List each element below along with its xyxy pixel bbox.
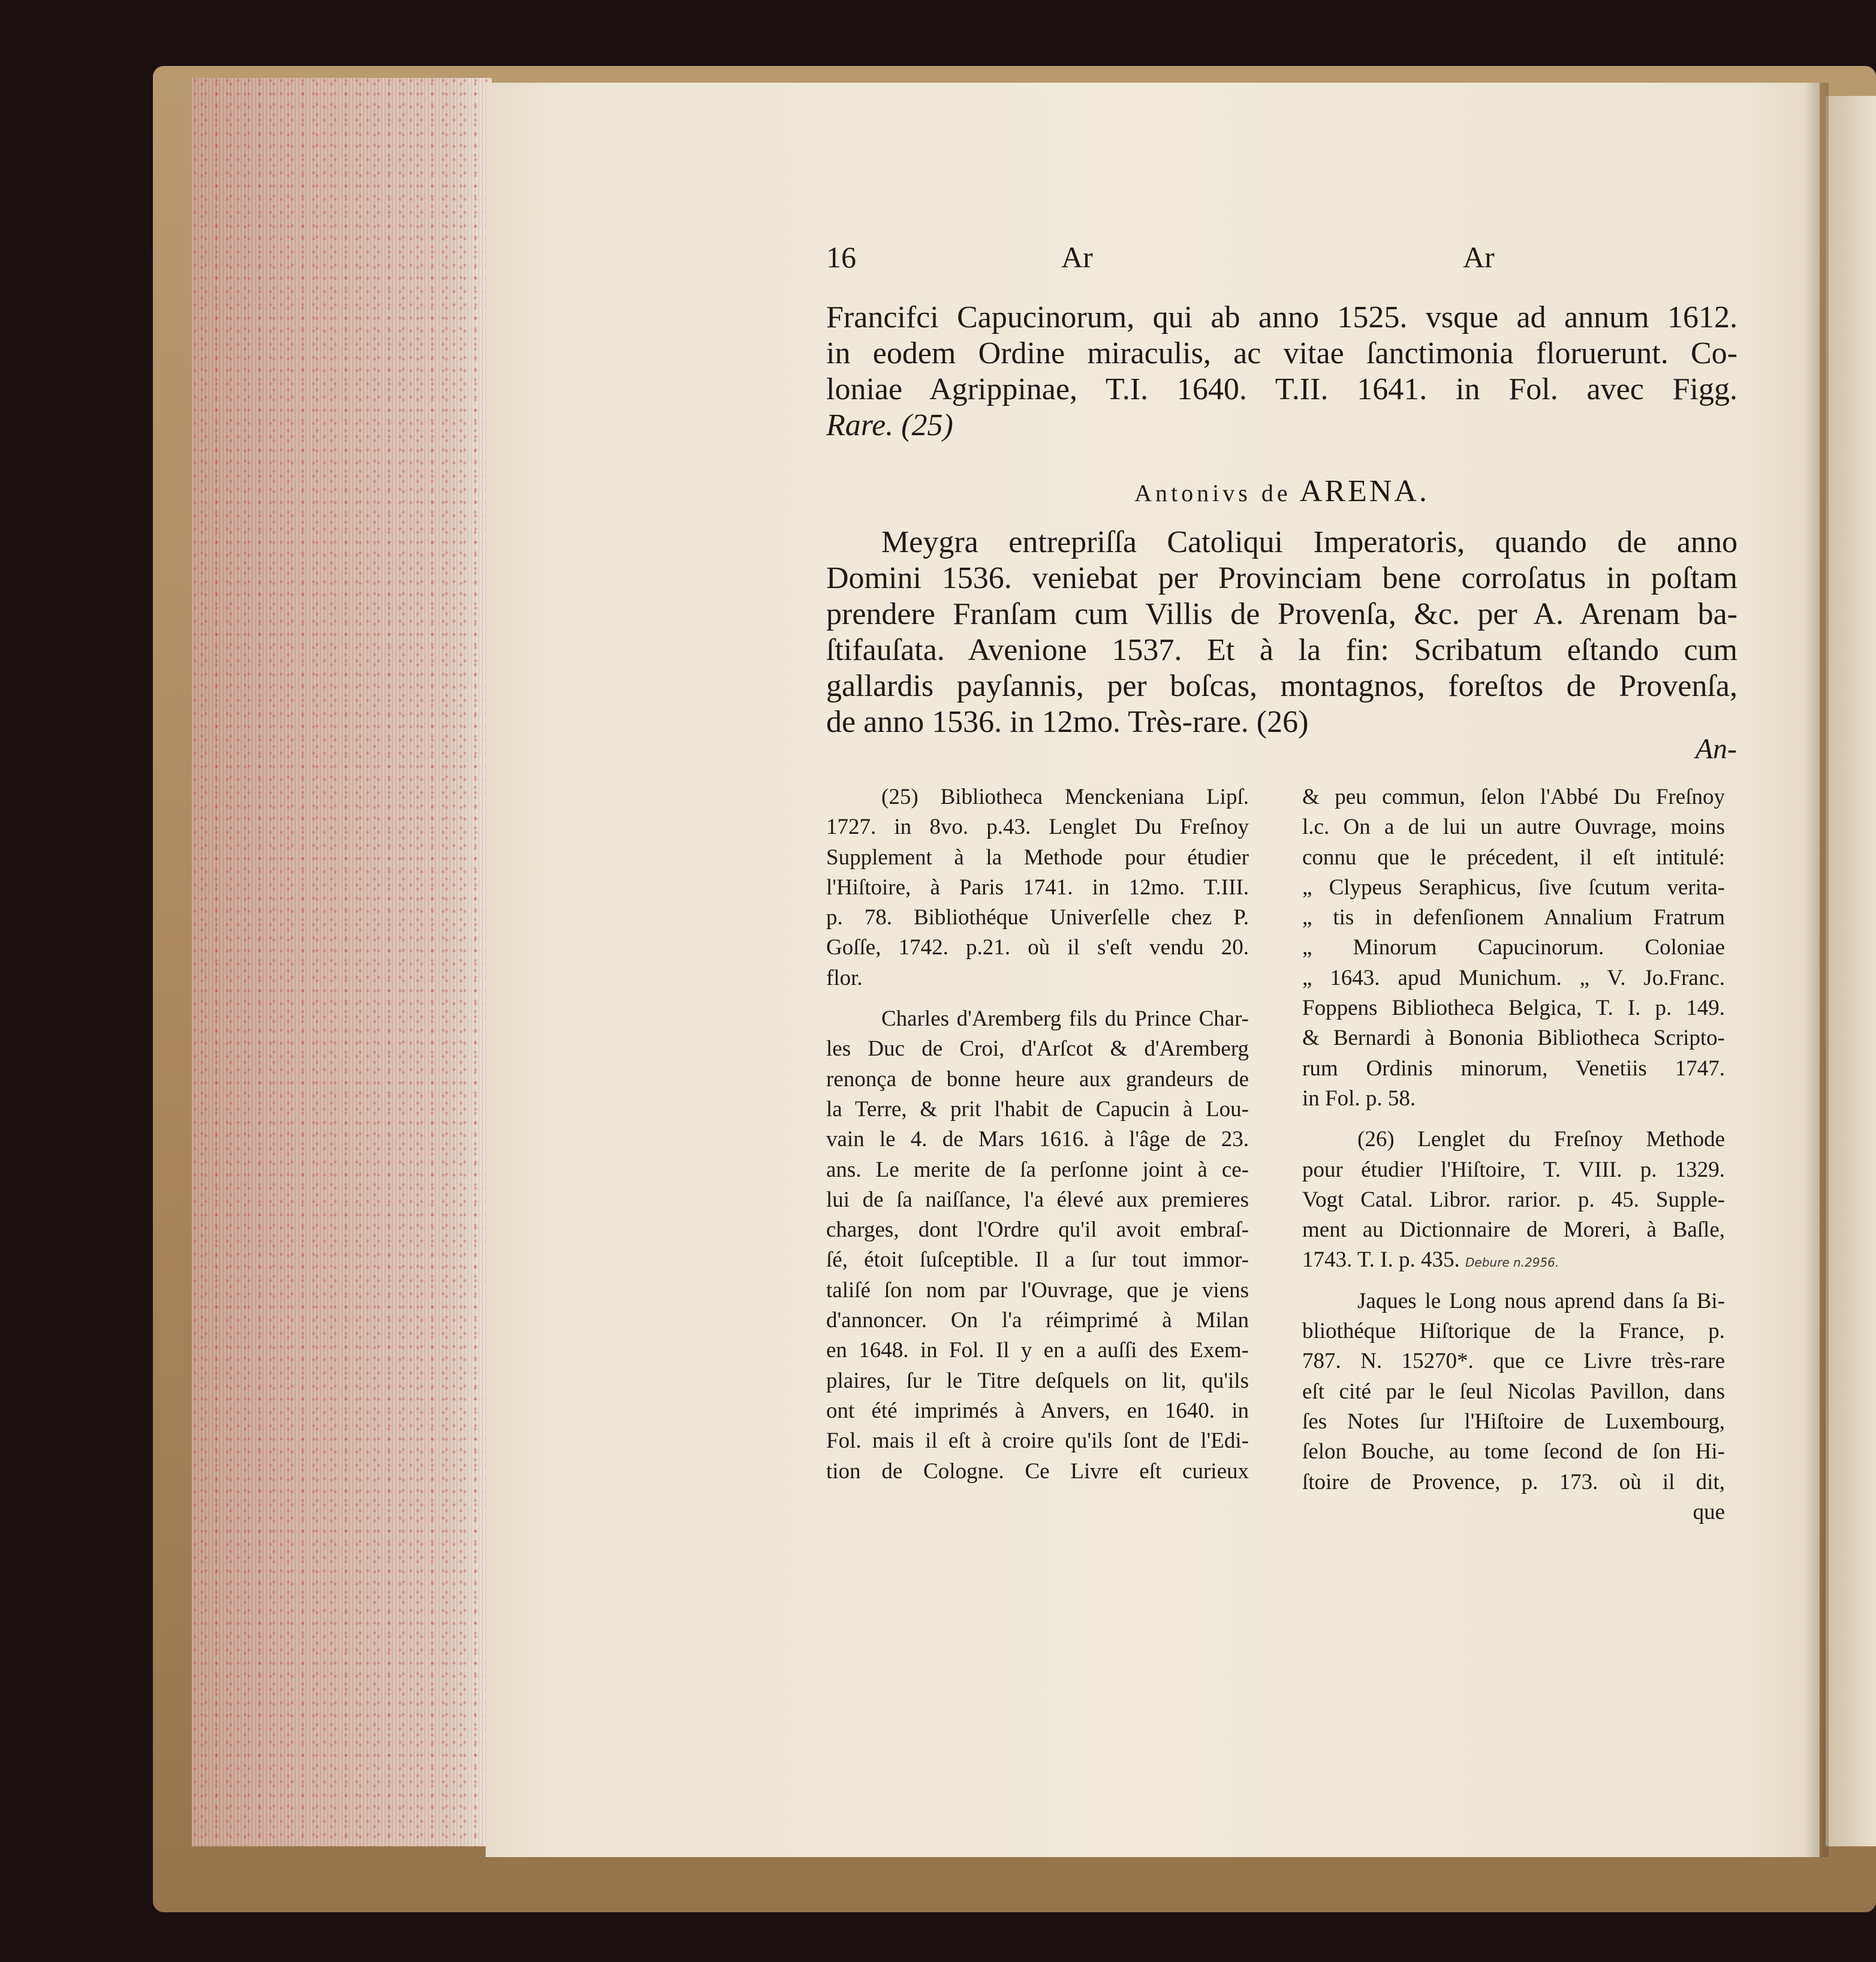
note-line: ont été imprimés à Anvers, en 1640. in bbox=[826, 1398, 1249, 1423]
gutter-shadow bbox=[1805, 83, 1829, 1857]
heading-particle: de bbox=[1261, 480, 1291, 507]
main-text-line: Meygra entrepriſſa Catoliqui Imperatoris, quando de anno bbox=[881, 525, 1738, 559]
running-head-left: Ar bbox=[1061, 240, 1093, 274]
note-line: Vogt Catal. Libror. rarior. p. 45. Supple- bbox=[1302, 1187, 1725, 1212]
note-line: „ 1643. apud Munichum. „ V. Jo.Franc. bbox=[1302, 965, 1725, 990]
main-text-line: ſtifauſata. Avenione 1537. Et à la fin: Scribatum eſtando cum bbox=[826, 633, 1738, 667]
note-line: lui de ſa naiſſance, l'a élevé aux premieres bbox=[826, 1187, 1249, 1212]
note-line: (26) Lenglet du Freſnoy Methode bbox=[1357, 1127, 1725, 1152]
note-line: renonça de bonne heure aux grandeurs de bbox=[826, 1066, 1249, 1092]
main-text-line: Rare. (25) bbox=[826, 408, 953, 442]
note-line: ſes Notes ſur l'Hiſtoire de Luxembourg, bbox=[1302, 1409, 1725, 1434]
note-line: vain le 4. de Mars 1616. à l'âge de 23. bbox=[826, 1127, 1249, 1152]
catchword: An- bbox=[1695, 733, 1737, 765]
note-line: Goſſe, 1742. p.21. où il s'eſt vendu 20. bbox=[826, 935, 1249, 960]
note-line: ans. Le merite de ſa perſonne joint à ce- bbox=[826, 1157, 1249, 1182]
note-line: (25) Bibliotheca Menckeniana Lipſ. bbox=[881, 785, 1249, 809]
main-text-line: Francifci Capucinorum, qui ab anno 1525. vsque ad annum 1612. bbox=[826, 300, 1738, 334]
note-line: flor. bbox=[826, 965, 863, 990]
main-text-line: prendere Franſam cum Villis de Provenſa, &c. per A. Arenam ba- bbox=[826, 597, 1738, 631]
note-line: connu que le précedent, il eſt intitulé: bbox=[1302, 845, 1725, 870]
entry-heading bbox=[826, 474, 1738, 509]
heading-author: Antonivs bbox=[1134, 480, 1251, 507]
catchword-notes: que bbox=[1693, 1499, 1725, 1524]
page-number: 16 bbox=[826, 240, 856, 274]
main-text-line: de anno 1536. in 12mo. Très-rare. (26) bbox=[826, 705, 1309, 739]
main-text-line: in eodem Ordine miraculis, ac vitae ſanctimonia floruerunt. Co- bbox=[826, 336, 1738, 370]
note-line: Charles d'Aremberg fils du Prince Char- bbox=[881, 1006, 1249, 1032]
note-line: ſtoire de Provence, p. 173. où il dit, bbox=[1302, 1469, 1725, 1494]
note-line: pour étudier l'Hiſtoire, T. VIII. p. 1329. bbox=[1302, 1157, 1725, 1182]
notes-column-right bbox=[1302, 782, 1725, 1527]
note-line: l'Hiſtoire, à Paris 1741. in 12mo. T.III. bbox=[826, 875, 1249, 900]
note-line: ſé, étoit ſuſceptible. Il a ſur tout immor- bbox=[826, 1247, 1249, 1273]
note-line: & Bernardi à Bononia Bibliotheca Scripto- bbox=[1302, 1026, 1725, 1051]
notes-column-left bbox=[826, 782, 1249, 1487]
note-line: taliſé ſon nom par l'Ouvrage, que je viens bbox=[826, 1277, 1249, 1303]
note-line: ſelon Bouche, au tome ſecond de ſon Hi- bbox=[1302, 1439, 1725, 1464]
note-line: charges, dont l'Ordre qu'il avoit embraſ- bbox=[826, 1217, 1249, 1243]
page-edges bbox=[192, 78, 492, 1846]
note-line: „ Minorum Capucinorum. Coloniae bbox=[1302, 935, 1725, 960]
note-line: Foppens Bibliotheca Belgica, T. I. p. 149. bbox=[1302, 996, 1725, 1021]
note-line: bliothéque Hiſtorique de la France, p. bbox=[1302, 1319, 1725, 1344]
note-line: & peu commun, ſelon l'Abbé Du Freſnoy bbox=[1302, 785, 1725, 809]
note-line: les Duc de Croi, d'Arſcot & d'Aremberg bbox=[826, 1036, 1249, 1062]
note-line: l.c. On a de lui un autre Ouvrage, moins bbox=[1302, 815, 1725, 840]
note-line: plaires, ſur le Titre deſquels on lit, qu'ils bbox=[826, 1368, 1249, 1393]
note-line: Jaques le Long nous aprend dans ſa Bi- bbox=[1357, 1288, 1725, 1313]
handwritten-annotation: Debure n.2956. bbox=[1465, 1255, 1559, 1270]
note-line: in Fol. p. 58. bbox=[1302, 1086, 1416, 1111]
note-line: tion de Cologne. Ce Livre eſt curieux bbox=[826, 1458, 1249, 1484]
main-text-line: Domini 1536. veniebat per Provinciam bene corroſatus in poſtam bbox=[826, 561, 1738, 595]
main-text-line: loniae Agrippinae, T.I. 1640. T.II. 1641. in Fol. avec Figg. bbox=[826, 372, 1738, 406]
note-line: eſt cité par le ſeul Nicolas Pavillon, dans bbox=[1302, 1379, 1725, 1404]
note-line: „ tis in defenſionem Annalium Fratrum bbox=[1302, 905, 1725, 930]
note-line bbox=[1302, 1245, 1725, 1275]
note-line: en 1648. in Fol. Il y en a auſſi des Exem- bbox=[826, 1338, 1249, 1363]
note-line: d'annoncer. On l'a réimprimé à Milan bbox=[826, 1308, 1249, 1333]
note-line: rum Ordinis minorum, Venetiis 1747. bbox=[1302, 1056, 1725, 1081]
main-text-line: gallardis payſannis, per boſcas, montagnos, foreſtos de Provenſa, bbox=[826, 669, 1738, 703]
note-line: 1727. in 8vo. p.43. Lenglet Du Freſnoy bbox=[826, 815, 1249, 840]
note-line: la Terre, & prit l'habit de Capucin à Lou- bbox=[826, 1096, 1249, 1122]
note-line: 787. N. 15270*. que ce Livre très-rare bbox=[1302, 1349, 1725, 1374]
note-line: p. 78. Bibliothéque Univerſelle chez P. bbox=[826, 905, 1249, 930]
note-line: „ Clypeus Seraphicus, ſive ſcutum verita- bbox=[1302, 875, 1725, 900]
running-head-right: Ar bbox=[1463, 240, 1495, 274]
note-line: Fol. mais il eſt à croire qu'ils ſont de l'Edi- bbox=[826, 1428, 1249, 1454]
heading-surname: ARENA. bbox=[1299, 474, 1429, 508]
note-line-text: 1743. T. I. p. 435. bbox=[1302, 1247, 1460, 1273]
note-line: Supplement à la Methode pour étudier bbox=[826, 845, 1249, 870]
facing-page-edge bbox=[1826, 96, 1876, 1846]
note-line: ment au Dictionnaire de Moreri, à Baſle, bbox=[1302, 1217, 1725, 1243]
